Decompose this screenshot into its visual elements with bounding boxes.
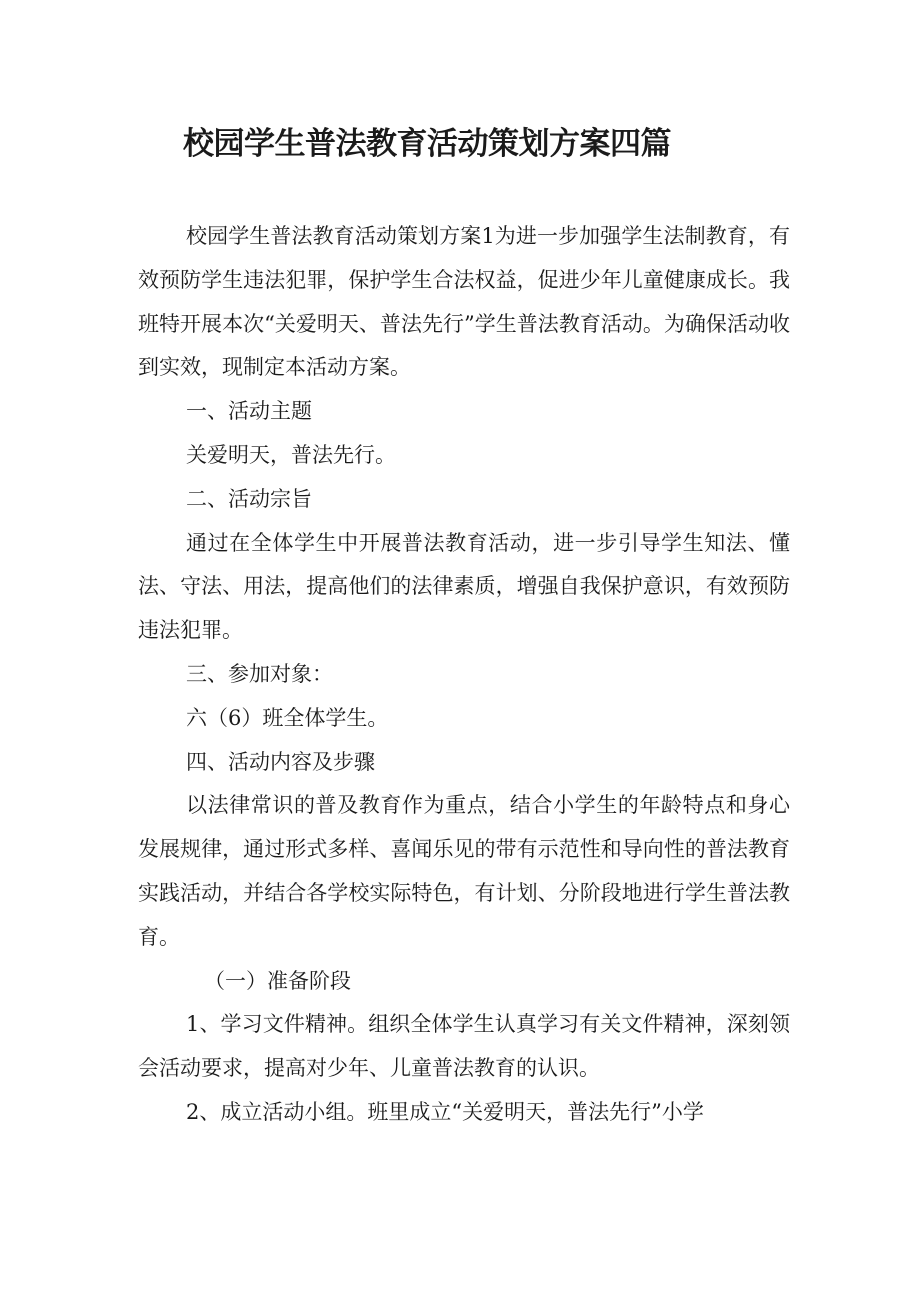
paragraph-step-1: 1、学习文件精神。组织全体学生认真学习有关文件精神，深刻领会活动要求，提高对少年、儿童普法教育的认识。 <box>138 1012 790 1081</box>
paragraph-step-2: 2、成立活动小组。班里成立“关爱明天，普法先行”小学 <box>186 1099 704 1124</box>
paragraph-content: 以法律常识的普及教育作为重点，结合小学生的年龄特点和身心发展规律，通过形式多样、喜闻乐见的带有示范性和导向性的普法教育实践活动，并结合各学校实际特色，有计划、分阶段地进行学生普法教育。 <box>138 793 790 949</box>
section-heading-theme: 一、活动主题 <box>186 399 312 424</box>
section-heading-participants: 三、参加对象： <box>186 661 333 686</box>
section-heading-purpose: 二、活动宗旨 <box>186 486 312 511</box>
document-body <box>138 215 790 1135</box>
document-title: 校园学生普法教育活动策划方案四篇 <box>183 126 671 162</box>
paragraph-purpose: 通过在全体学生中开展普法教育活动，进一步引导学生知法、懂法、守法、用法，提高他们的法律素质，增强自我保护意识，有效预防违法犯罪。 <box>138 530 790 643</box>
paragraph-intro: 校园学生普法教育活动策划方案1为进一步加强学生法制教育，有效预防学生违法犯罪，保护学生合法权益，促进少年儿童健康成长。我班特开展本次“关爱明天、普法先行”学生普法教育活动。为确保活动收到实效，现制定本活动方案。 <box>138 224 790 380</box>
paragraph-participants: 六（6）班全体学生。 <box>186 705 389 730</box>
paragraph-theme: 关爱明天，普法先行。 <box>186 442 396 467</box>
section-heading-content: 四、活动内容及步骤 <box>186 749 375 774</box>
subsection-heading-preparation: （一）准备阶段 <box>204 968 351 993</box>
